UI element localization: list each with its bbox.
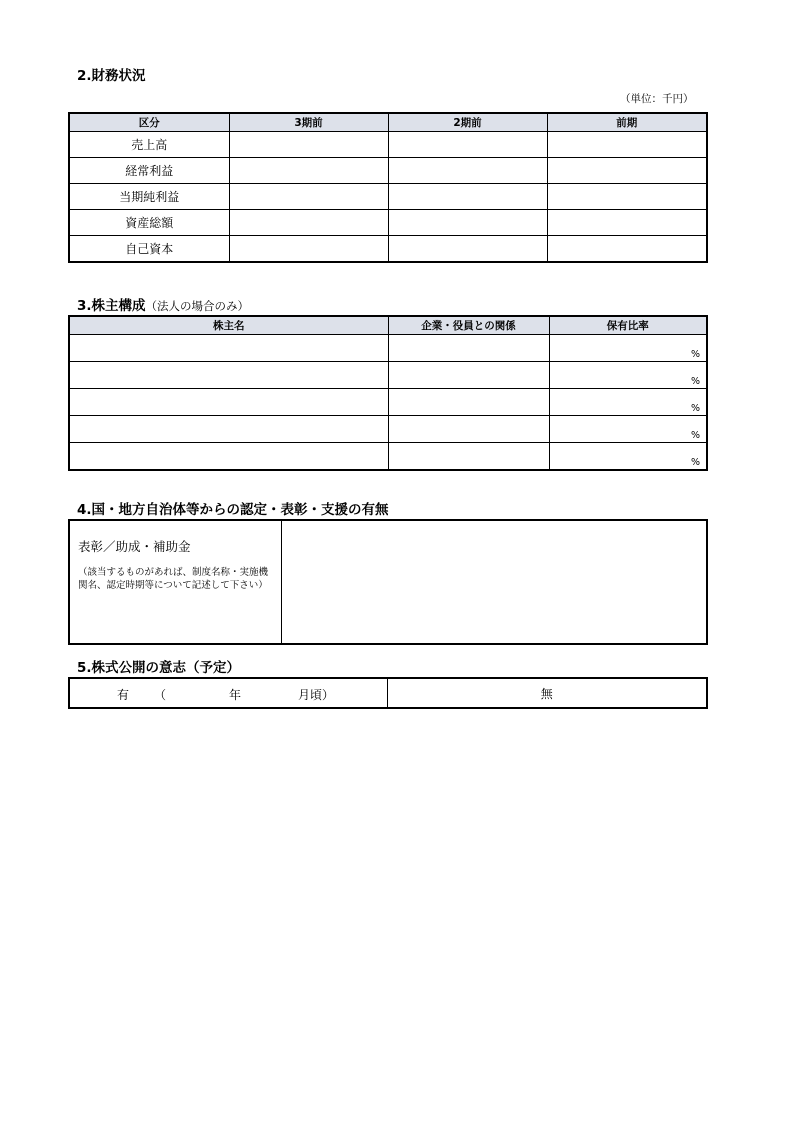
table-row [69, 236, 707, 263]
value-cell[interactable] [229, 158, 388, 184]
ipo-month-label: 月頃） [298, 688, 335, 702]
unit-label: （単位：千円） [620, 93, 694, 105]
value-cell[interactable] [547, 184, 707, 210]
shareholder-name-cell[interactable] [69, 389, 388, 416]
table-row [69, 389, 707, 416]
section5-title: 5.株式公開の意志（予定） [77, 660, 241, 676]
ownership-ratio-cell[interactable]: % [549, 389, 707, 416]
shareholder-name-cell[interactable] [69, 362, 388, 389]
table-row [69, 443, 707, 471]
financial-table [68, 112, 708, 263]
section2-title: 2.財務状況 [77, 68, 146, 84]
ipo-year-label: 年 [229, 688, 242, 702]
table-row [69, 416, 707, 443]
value-cell[interactable] [388, 132, 547, 158]
table-row [69, 158, 707, 184]
header-shareholder-name: 株主名 [69, 316, 388, 335]
ownership-ratio-cell[interactable]: % [549, 443, 707, 471]
ipo-table [68, 677, 708, 709]
value-cell[interactable] [229, 132, 388, 158]
ownership-ratio-cell[interactable]: % [549, 362, 707, 389]
value-cell[interactable] [547, 132, 707, 158]
relationship-cell[interactable] [388, 443, 549, 471]
value-cell[interactable] [229, 184, 388, 210]
header-3-periods-ago: 3期前 [229, 113, 388, 132]
header-ownership-ratio: 保有比率 [549, 316, 707, 335]
awards-label-cell [69, 520, 281, 644]
section3-title-text: 3.株主構成 [77, 298, 146, 314]
row-label-sales: 売上高 [69, 132, 229, 158]
value-cell[interactable] [388, 236, 547, 263]
value-cell[interactable] [388, 184, 547, 210]
table-row [69, 335, 707, 362]
shareholder-name-cell[interactable] [69, 335, 388, 362]
section3-title [77, 294, 249, 314]
ipo-yes-label: 有 [117, 688, 130, 702]
value-cell[interactable] [547, 210, 707, 236]
awards-table [68, 519, 708, 645]
awards-sublabel: （該当するものがあれば、制度名称・実施機関名、認定時期等について記述して下さい） [78, 567, 269, 592]
table-row [69, 362, 707, 389]
relationship-cell[interactable] [388, 389, 549, 416]
value-cell[interactable] [229, 236, 388, 263]
row-label-equity: 自己資本 [69, 236, 229, 263]
relationship-cell[interactable] [388, 335, 549, 362]
financial-header-row [69, 113, 707, 132]
relationship-cell[interactable] [388, 362, 549, 389]
row-label-total-assets: 資産総額 [69, 210, 229, 236]
shareholder-name-cell[interactable] [69, 416, 388, 443]
header-previous-period: 前期 [547, 113, 707, 132]
ownership-ratio-cell[interactable]: % [549, 335, 707, 362]
header-category: 区分 [69, 113, 229, 132]
value-cell[interactable] [229, 210, 388, 236]
table-row [69, 132, 707, 158]
value-cell[interactable] [388, 210, 547, 236]
awards-description-cell[interactable] [281, 520, 707, 644]
row-label-ordinary-profit: 経常利益 [69, 158, 229, 184]
shareholder-table [68, 315, 708, 471]
table-row [69, 678, 707, 708]
shareholder-name-cell[interactable] [69, 443, 388, 471]
awards-label: 表彰／助成・補助金 [78, 539, 191, 554]
row-label-net-income: 当期純利益 [69, 184, 229, 210]
section4-title: 4.国・地方自治体等からの認定・表彰・支援の有無 [77, 502, 389, 518]
value-cell[interactable] [388, 158, 547, 184]
ipo-no-cell[interactable]: 無 [387, 678, 707, 708]
header-2-periods-ago: 2期前 [388, 113, 547, 132]
ipo-paren-open: （ [154, 688, 167, 702]
table-row [69, 210, 707, 236]
shareholder-header-row [69, 316, 707, 335]
ipo-yes-cell[interactable] [69, 678, 387, 708]
value-cell[interactable] [547, 236, 707, 263]
value-cell[interactable] [547, 158, 707, 184]
relationship-cell[interactable] [388, 416, 549, 443]
table-row [69, 184, 707, 210]
section3-note: （法人の場合のみ） [145, 299, 250, 313]
header-relationship: 企業・役員との関係 [388, 316, 549, 335]
table-row [69, 520, 707, 644]
ownership-ratio-cell[interactable]: % [549, 416, 707, 443]
